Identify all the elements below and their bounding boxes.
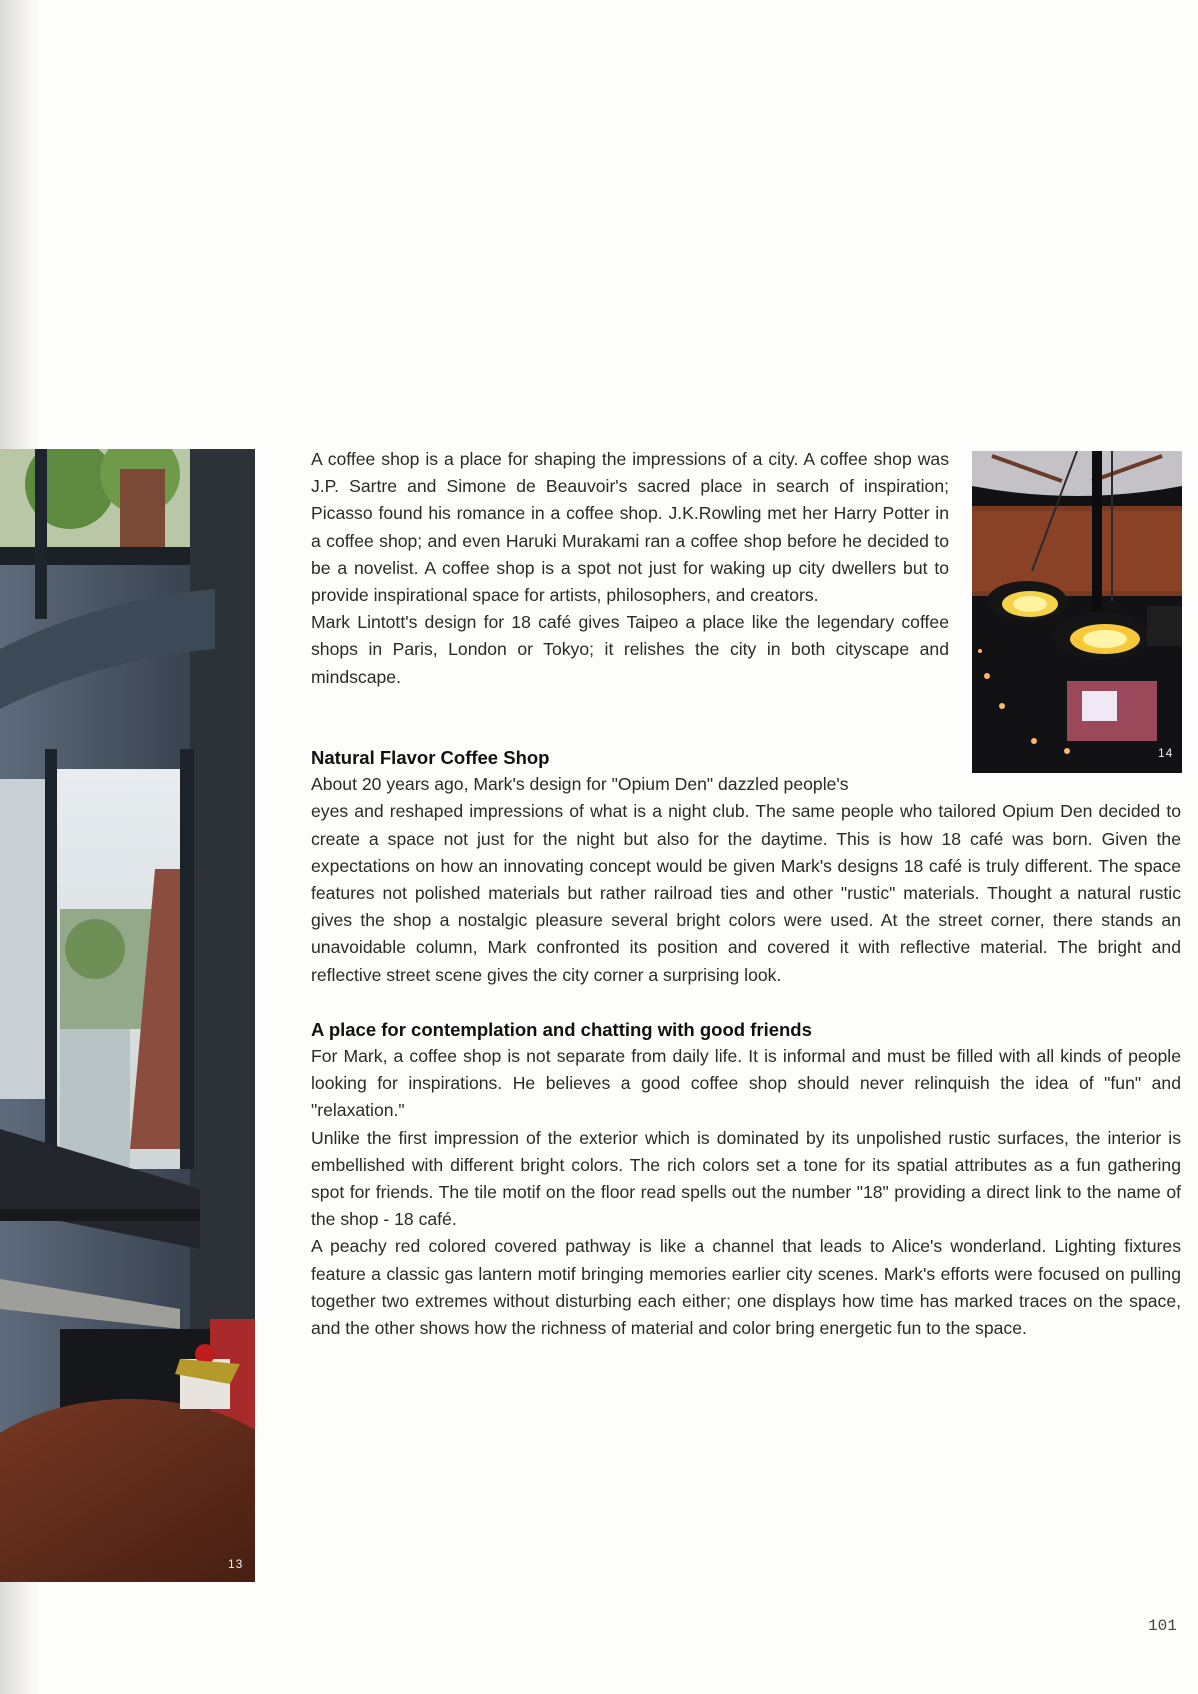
- photo-13-number: 13: [228, 1557, 244, 1571]
- photo-14-number: 14: [1158, 746, 1174, 760]
- section1-first-line: About 20 years ago, Mark's design for "Opium Den" dazzled people's: [311, 774, 849, 795]
- intro-paragraph-2: Mark Lintott's design for 18 café gives Taipeo a place like the legendary coffee shops in Paris, London or Tokyo; it relishes the city in both cityscape and mindscape.: [311, 612, 949, 687]
- article-body: [311, 744, 1181, 1342]
- section-heading-contemplation: A place for contemplation and chatting with good friends: [311, 1018, 812, 1040]
- section1-paragraph: [311, 771, 1181, 989]
- intro-text: [311, 446, 949, 691]
- section1-rest: eyes and reshaped impressions of what is a night club. The same people who tailored Opium Den decided to create a space not just for the night but also for the daytime. This is how 18 café was born. Given the expectations on how an innovating concept would be given Mark's designs 18 café is truly different. The space features not polished materials but rather railroad ties and other "rustic" materials. Thought a natural rustic gives the shop a nostalgic pleasure several bright colors were used. At the street corner, there stands an unavoidable column, Mark confronted its position and covered it with reflective material. The bright and reflective street scene gives the city corner a surprising look.: [311, 801, 1181, 985]
- section-heading-natural-flavor: Natural Flavor Coffee Shop: [311, 747, 550, 768]
- cafe-interior-photo: [0, 449, 255, 1582]
- section2-paragraph-3: A peachy red colored covered pathway is like a channel that leads to Alice's wonderland. Lighting fixtures feature a classic gas lantern motif bringing memories earlier city scenes. Mark's efforts were focused on pulling together two extremes without disturbing each either; one displays how time has marked traces on the space, and the other shows how the richness of material and color bring energetic fun to the space.: [311, 1236, 1181, 1339]
- section2-paragraph-2: Unlike the first impression of the exterior which is dominated by its unpolished rustic surfaces, the interior is embellished with different bright colors. The rich colors set a tone for its spatial attributes as a fun gathering spot for friends. The tile motif on the floor read spells out the number "18" providing a direct link to the name of the shop - 18 café.: [311, 1127, 1181, 1230]
- intro-paragraph-1: A coffee shop is a place for shaping the impressions of a city. A coffee shop was J.P. Sartre and Simone de Beauvoir's sacred place in search of inspiration; Picasso found his romance in a coffee shop. J.K.Rowling met her Harry Potter in a coffee shop; and even Haruki Murakami ran a coffee shop before he decided to be a novelist. A coffee shop is a spot not just for waking up city dwellers but to provide inspirational space for artists, philosophers, and creators.: [311, 449, 949, 606]
- section2-paragraph-1: For Mark, a coffee shop is not separate from daily life. It is informal and must be filled with all kinds of people looking for inspirations. He believes a good coffee shop should never relinquish the idea of "fun" and "relaxation.": [311, 1046, 1181, 1121]
- cafe-interior-illustration: [0, 449, 255, 1582]
- pendant-lamp-illustration: [972, 451, 1182, 773]
- pendant-lamp-photo: [972, 451, 1182, 773]
- page-number: 101: [1148, 1617, 1177, 1635]
